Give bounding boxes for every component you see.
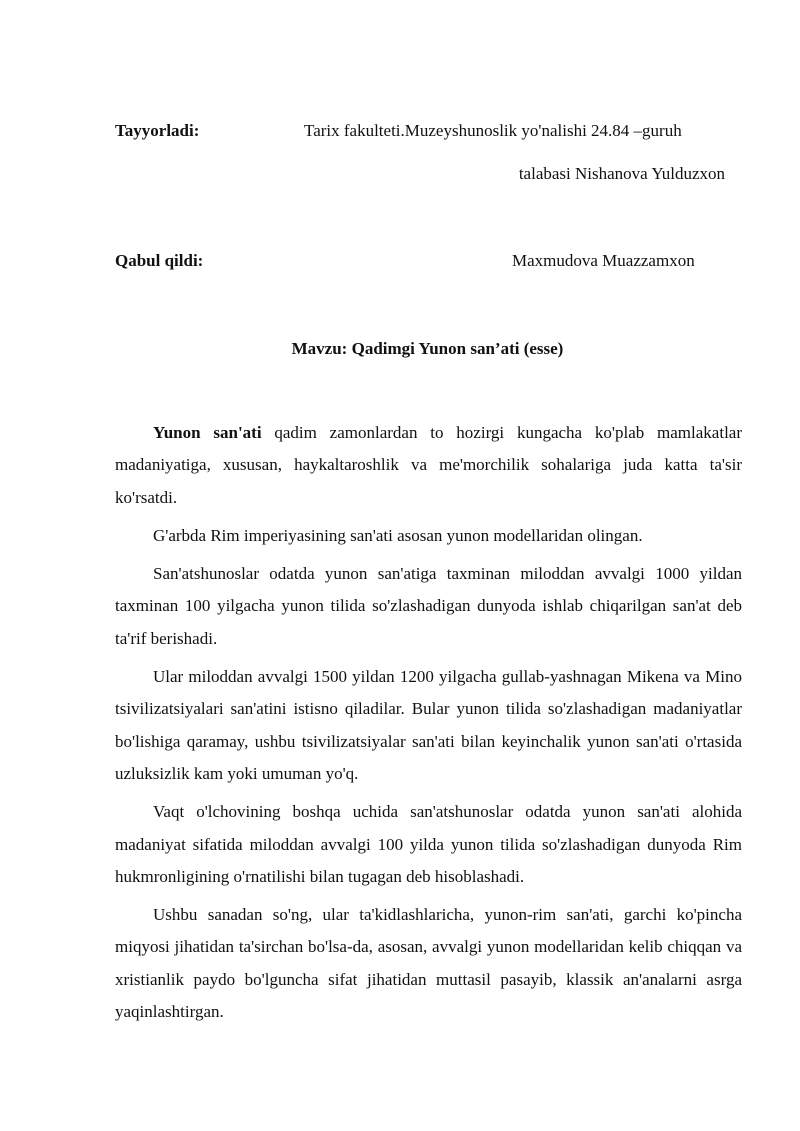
prepared-by-label: Tayyorladi:: [115, 121, 200, 140]
essay-topic-title: Mavzu: Qadimgi Yunon san’ati (esse): [291, 339, 564, 358]
accepted-by-name: Maxmudova Muazzamxon: [512, 251, 695, 270]
paragraph: Ular miloddan avvalgi 1500 yildan 1200 yilgacha gullab-yashnagan Mikena va Mino tsivilizatsiyalari san'atini istisno qiladilar. Bular yunon tilida so'zlashadigan madaniyatlar bo'lishiga qaramay, ushbu tsivilizatsiyalar san'ati bilan keyinchalik yunon san'ati o'rtasida uzluksizlik kam yoki umuman yo'q.: [115, 667, 742, 783]
prepared-by-student-line: talabasi Nishanova Yulduzxon: [518, 164, 725, 183]
paragraph: Ushbu sanadan so'ng, ular ta'kidlashlaricha, yunon-rim san'ati, garchi ko'pincha miqyosi jihatidan ta'sirchan bo'lsa-da, asosan, avvalgi yunon modellaridan kelib chiqqan va xristianlik paydo bo'lguncha sifat jihatidan muttasil pasayib, klassik an'analarni asrga yaqinlashtirgan.: [115, 905, 742, 1022]
accepted-by-label: Qabul qildi:: [115, 251, 204, 270]
prepared-by-faculty-line: Tarix fakulteti.Muzeyshunoslik yo'nalishi 24.84 –guruh: [304, 121, 682, 140]
paragraph: [115, 417, 742, 514]
paragraph-text: qadim zamonlardan to hozirgi kungacha ko'plab mamlakatlar madaniyatiga, xususan, haykaltaroshlik va me'morchilik sohalariga juda katta ta'sir ko'rsatdi.: [115, 423, 743, 507]
essay-body: [115, 417, 742, 1034]
paragraph: G'arbda Rim imperiyasining san'ati asosan yunon modellaridan olingan.: [153, 525, 643, 545]
paragraph: San'atshunoslar odatda yunon san'atiga taxminan miloddan avvalgi 1000 yildan taxminan 100 yilgacha yunon tilida so'zlashadigan dunyoda ishlab chiqarilgan san'at deb ta'rif berishadi.: [115, 564, 742, 648]
paragraph: Vaqt o'lchovining boshqa uchida san'atshunoslar odatda yunon san'ati alohida madaniyat sifatida miloddan avvalgi 100 yilda yunon tilida so'zlashadigan dunyoda Rim hukmronligining o'rnatilishi bilan tugagan deb hisoblashadi.: [115, 802, 742, 886]
paragraph-lead-term: Yunon san'ati: [153, 423, 262, 442]
